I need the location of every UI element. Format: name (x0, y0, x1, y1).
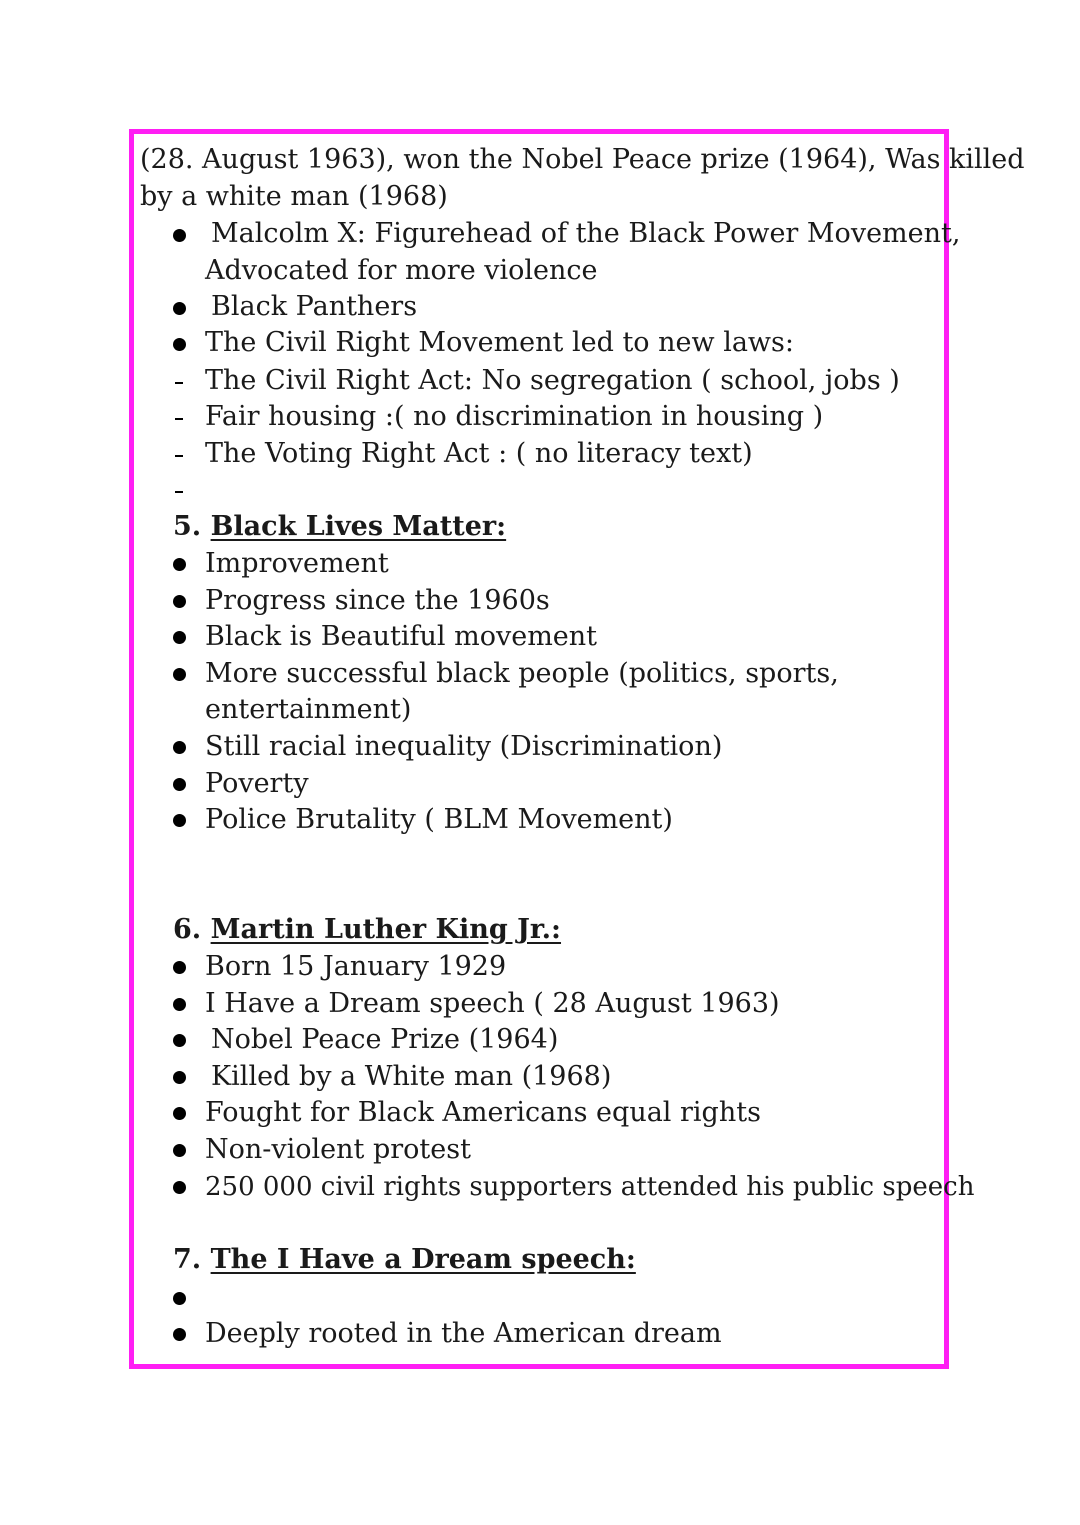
mlk-item: Born 15 January 1929 (205, 951, 507, 982)
malcolm-x-line-2: Advocated for more violence (205, 255, 598, 286)
blm-item: Progress since the 1960s (205, 585, 550, 616)
bullet-icon (173, 961, 186, 974)
mlk-item: Nobel Peace Prize (1964) (211, 1024, 559, 1055)
bullet-icon (173, 595, 186, 608)
mlk-item: Killed by a White man (1968) (211, 1061, 612, 1092)
mlk-item: Non-violent protest (205, 1134, 471, 1165)
blm-item: More successful black people (politics, sports, (205, 658, 839, 689)
section-7-heading (173, 1242, 636, 1278)
bullet-icon (173, 668, 186, 681)
section-5-title: Black Lives Matter: (210, 511, 507, 542)
bullet-icon (173, 1071, 186, 1084)
bullet-icon (173, 1144, 186, 1157)
section-6-number: 6. (173, 914, 202, 945)
bullet-icon (173, 338, 186, 351)
bullet-icon (173, 1107, 186, 1120)
bullet-icon (173, 778, 186, 791)
bullet-icon (173, 814, 186, 827)
section-6-heading (173, 912, 561, 948)
blm-item: Police Brutality ( BLM Movement) (205, 804, 673, 835)
blm-item: Still racial inequality (Discrimination) (205, 731, 723, 762)
bullet-icon (173, 1328, 186, 1341)
bullet-icon (173, 302, 186, 315)
section-7-number: 7. (173, 1244, 202, 1275)
section-6-title: Martin Luther King Jr.: (210, 914, 562, 945)
mlk-item: I Have a Dream speech ( 28 August 1963) (205, 988, 780, 1019)
blm-item: Black is Beautiful movement (205, 621, 598, 652)
civil-right-movement-item: The Civil Right Movement led to new laws: (205, 327, 794, 358)
dash-icon (175, 382, 183, 384)
bullet-icon (173, 1181, 186, 1194)
bullet-icon (173, 229, 186, 242)
blm-item: Poverty (205, 768, 309, 799)
bullet-icon (173, 998, 186, 1011)
dash-icon (175, 418, 183, 420)
mlk-item: 250 000 civil rights supporters attended his public speech (205, 1172, 975, 1202)
black-panthers-item: Black Panthers (211, 291, 418, 322)
fair-housing-item: Fair housing :( no discrimination in housing ) (205, 401, 824, 432)
mlk-item: Fought for Black Americans equal rights (205, 1097, 761, 1128)
intro-line-2: by a white man (1968) (140, 181, 448, 212)
bullet-icon (173, 631, 186, 644)
section-7-title: The I Have a Dream speech: (210, 1244, 636, 1275)
bullet-icon (173, 558, 186, 571)
bullet-icon (173, 741, 186, 754)
civil-right-act-item: The Civil Right Act: No segregation ( school, jobs ) (205, 365, 900, 396)
blm-item: Improvement (205, 548, 389, 579)
speech-item: Deeply rooted in the American dream (205, 1318, 722, 1349)
dash-icon (175, 491, 183, 493)
bullet-icon (173, 1034, 186, 1047)
voting-right-act-item: The Voting Right Act : ( no literacy text) (205, 438, 753, 469)
blm-item-continued: entertainment) (205, 694, 412, 725)
dash-icon (175, 455, 183, 457)
malcolm-x-line-1: Malcolm X: Figurehead of the Black Power Movement, (211, 218, 961, 249)
intro-line-1: (28. August 1963), won the Nobel Peace prize (1964), Was killed (140, 144, 1025, 175)
bullet-icon (173, 1292, 186, 1305)
section-5-heading (173, 509, 506, 545)
section-5-number: 5. (173, 511, 202, 542)
